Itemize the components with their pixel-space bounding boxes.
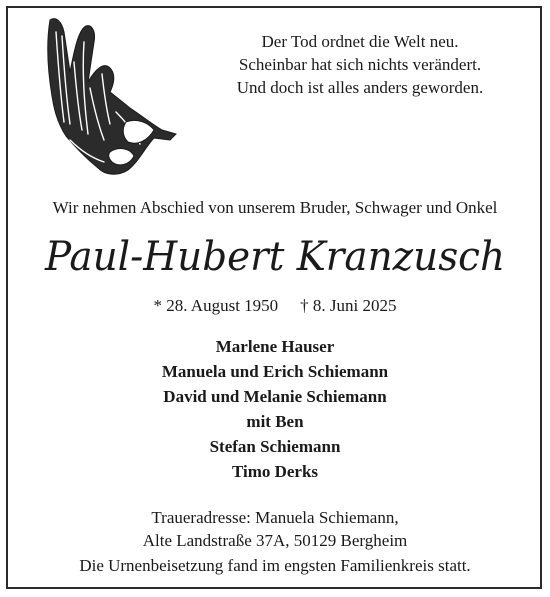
family-member: Marlene Hauser [215, 337, 335, 356]
family-member: Timo Derks [231, 462, 319, 481]
family-member: David und Melanie Schiemann [163, 387, 387, 406]
death-date: † 8. Juni 2025 [300, 296, 397, 315]
birth-date: * 28. August 1950 [153, 296, 279, 315]
poem [200, 30, 520, 99]
poem-line: Und doch ist alles anders geworden. [236, 78, 484, 97]
mourning-address [0, 506, 550, 552]
poem-line: Der Tod ordnet die Welt neu. [261, 32, 459, 51]
address-label-line: Traueradresse: Manuela Schiemann, [151, 508, 399, 527]
praying-hands-icon [30, 12, 180, 182]
deceased-name [40, 228, 510, 284]
address-street-line: Alte Landstraße 37A, 50129 Bergheim [142, 531, 408, 550]
intro-text: Wir nehmen Abschied von unserem Bruder, Schwager und Onkel [52, 198, 498, 217]
deceased-name-text: Paul-Hubert Kranzusch [44, 234, 505, 280]
family-member: Manuela und Erich Schiemann [161, 362, 389, 381]
family-list [0, 334, 550, 484]
poem-line: Scheinbar hat sich nichts verändert. [238, 55, 482, 74]
family-member: Stefan Schiemann [209, 437, 341, 456]
burial-note: Die Urnenbeisetzung fand im engsten Familienkreis statt. [79, 556, 471, 575]
life-dates [0, 296, 550, 316]
family-member: mit Ben [246, 412, 304, 431]
